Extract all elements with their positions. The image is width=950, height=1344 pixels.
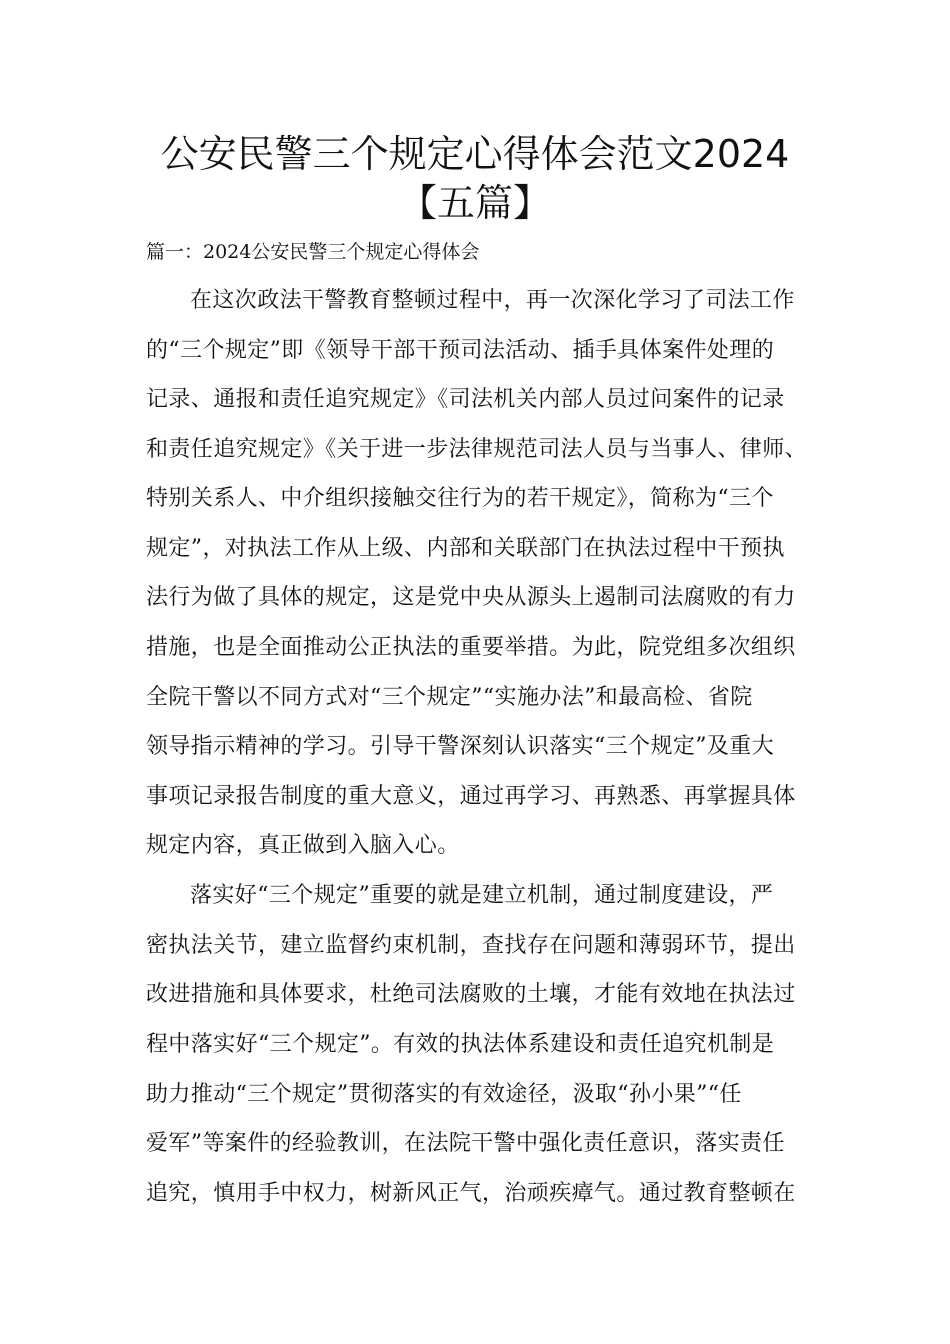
paragraph-line: 特别关系人、中介组织接触交往行为的若干规定》，简称为“三个 — [146, 486, 774, 511]
paragraph-line: 措施，也是全面推动公正执法的重要举措。为此，院党组多次组织 — [146, 635, 796, 660]
paragraph-line: 法行为做了具体的规定，这是党中央从源头上遏制司法腐败的有力 — [146, 585, 796, 610]
paragraph-line: 领导指示精神的学习。引导干警深刻认识落实“三个规定”及重大 — [146, 734, 775, 759]
paragraph-line: 全院干警以不同方式对“三个规定”“实施办法”和最高检、省院 — [146, 685, 753, 710]
section-heading: 篇一：2024公安民警三个规定心得体会 — [146, 241, 480, 263]
paragraph-line: 落实好“三个规定”重要的就是建立机制，通过制度建设，严 — [190, 883, 774, 908]
paragraph-line: 记录、通报和责任追究规定》《司法机关内部人员过问案件的记录 — [146, 387, 785, 412]
paragraph-line: 的“三个规定”即《领导干部干预司法活动、插手具体案件处理的 — [146, 338, 775, 363]
paragraph-line: 追究，慎用手中权力，树新风正气，治顽疾瘴气。通过教育整顿在 — [146, 1181, 796, 1206]
paragraph-line: 在这次政法干警教育整顿过程中，再一次深化学习了司法工作 — [190, 288, 795, 313]
paragraph-line: 爱军”等案件的经验教训，在法院干警中强化责任意识，落实责任 — [146, 1131, 785, 1156]
paragraph-line: 密执法关节，建立监督约束机制，查找存在问题和薄弱环节，提出 — [146, 933, 796, 958]
paragraph-line: 和责任追究规定》《关于进一步法律规范司法人员与当事人、律师、 — [146, 437, 808, 462]
document-title-line-2: 【五篇】 — [398, 181, 551, 225]
paragraph-line: 助力推动“三个规定”贯彻落实的有效途径，汲取“孙小果”“任 — [146, 1082, 742, 1107]
paragraph-line: 改进措施和具体要求，杜绝司法腐败的土壤，才能有效地在执法过 — [146, 982, 796, 1007]
paragraph-line: 事项记录报告制度的重大意义，通过再学习、再熟悉、再掌握具体 — [146, 784, 796, 809]
document-title-line-1: 公安民警三个规定心得体会范文2024 — [160, 132, 790, 176]
paragraph-line: 程中落实好“三个规定”。有效的执法体系建设和责任追究机制是 — [146, 1032, 775, 1057]
paragraph-line: 规定”，对执法工作从上级、内部和关联部门在执法过程中干预执 — [146, 536, 785, 561]
paragraph-line: 规定内容，真正做到入脑入心。 — [146, 833, 460, 858]
